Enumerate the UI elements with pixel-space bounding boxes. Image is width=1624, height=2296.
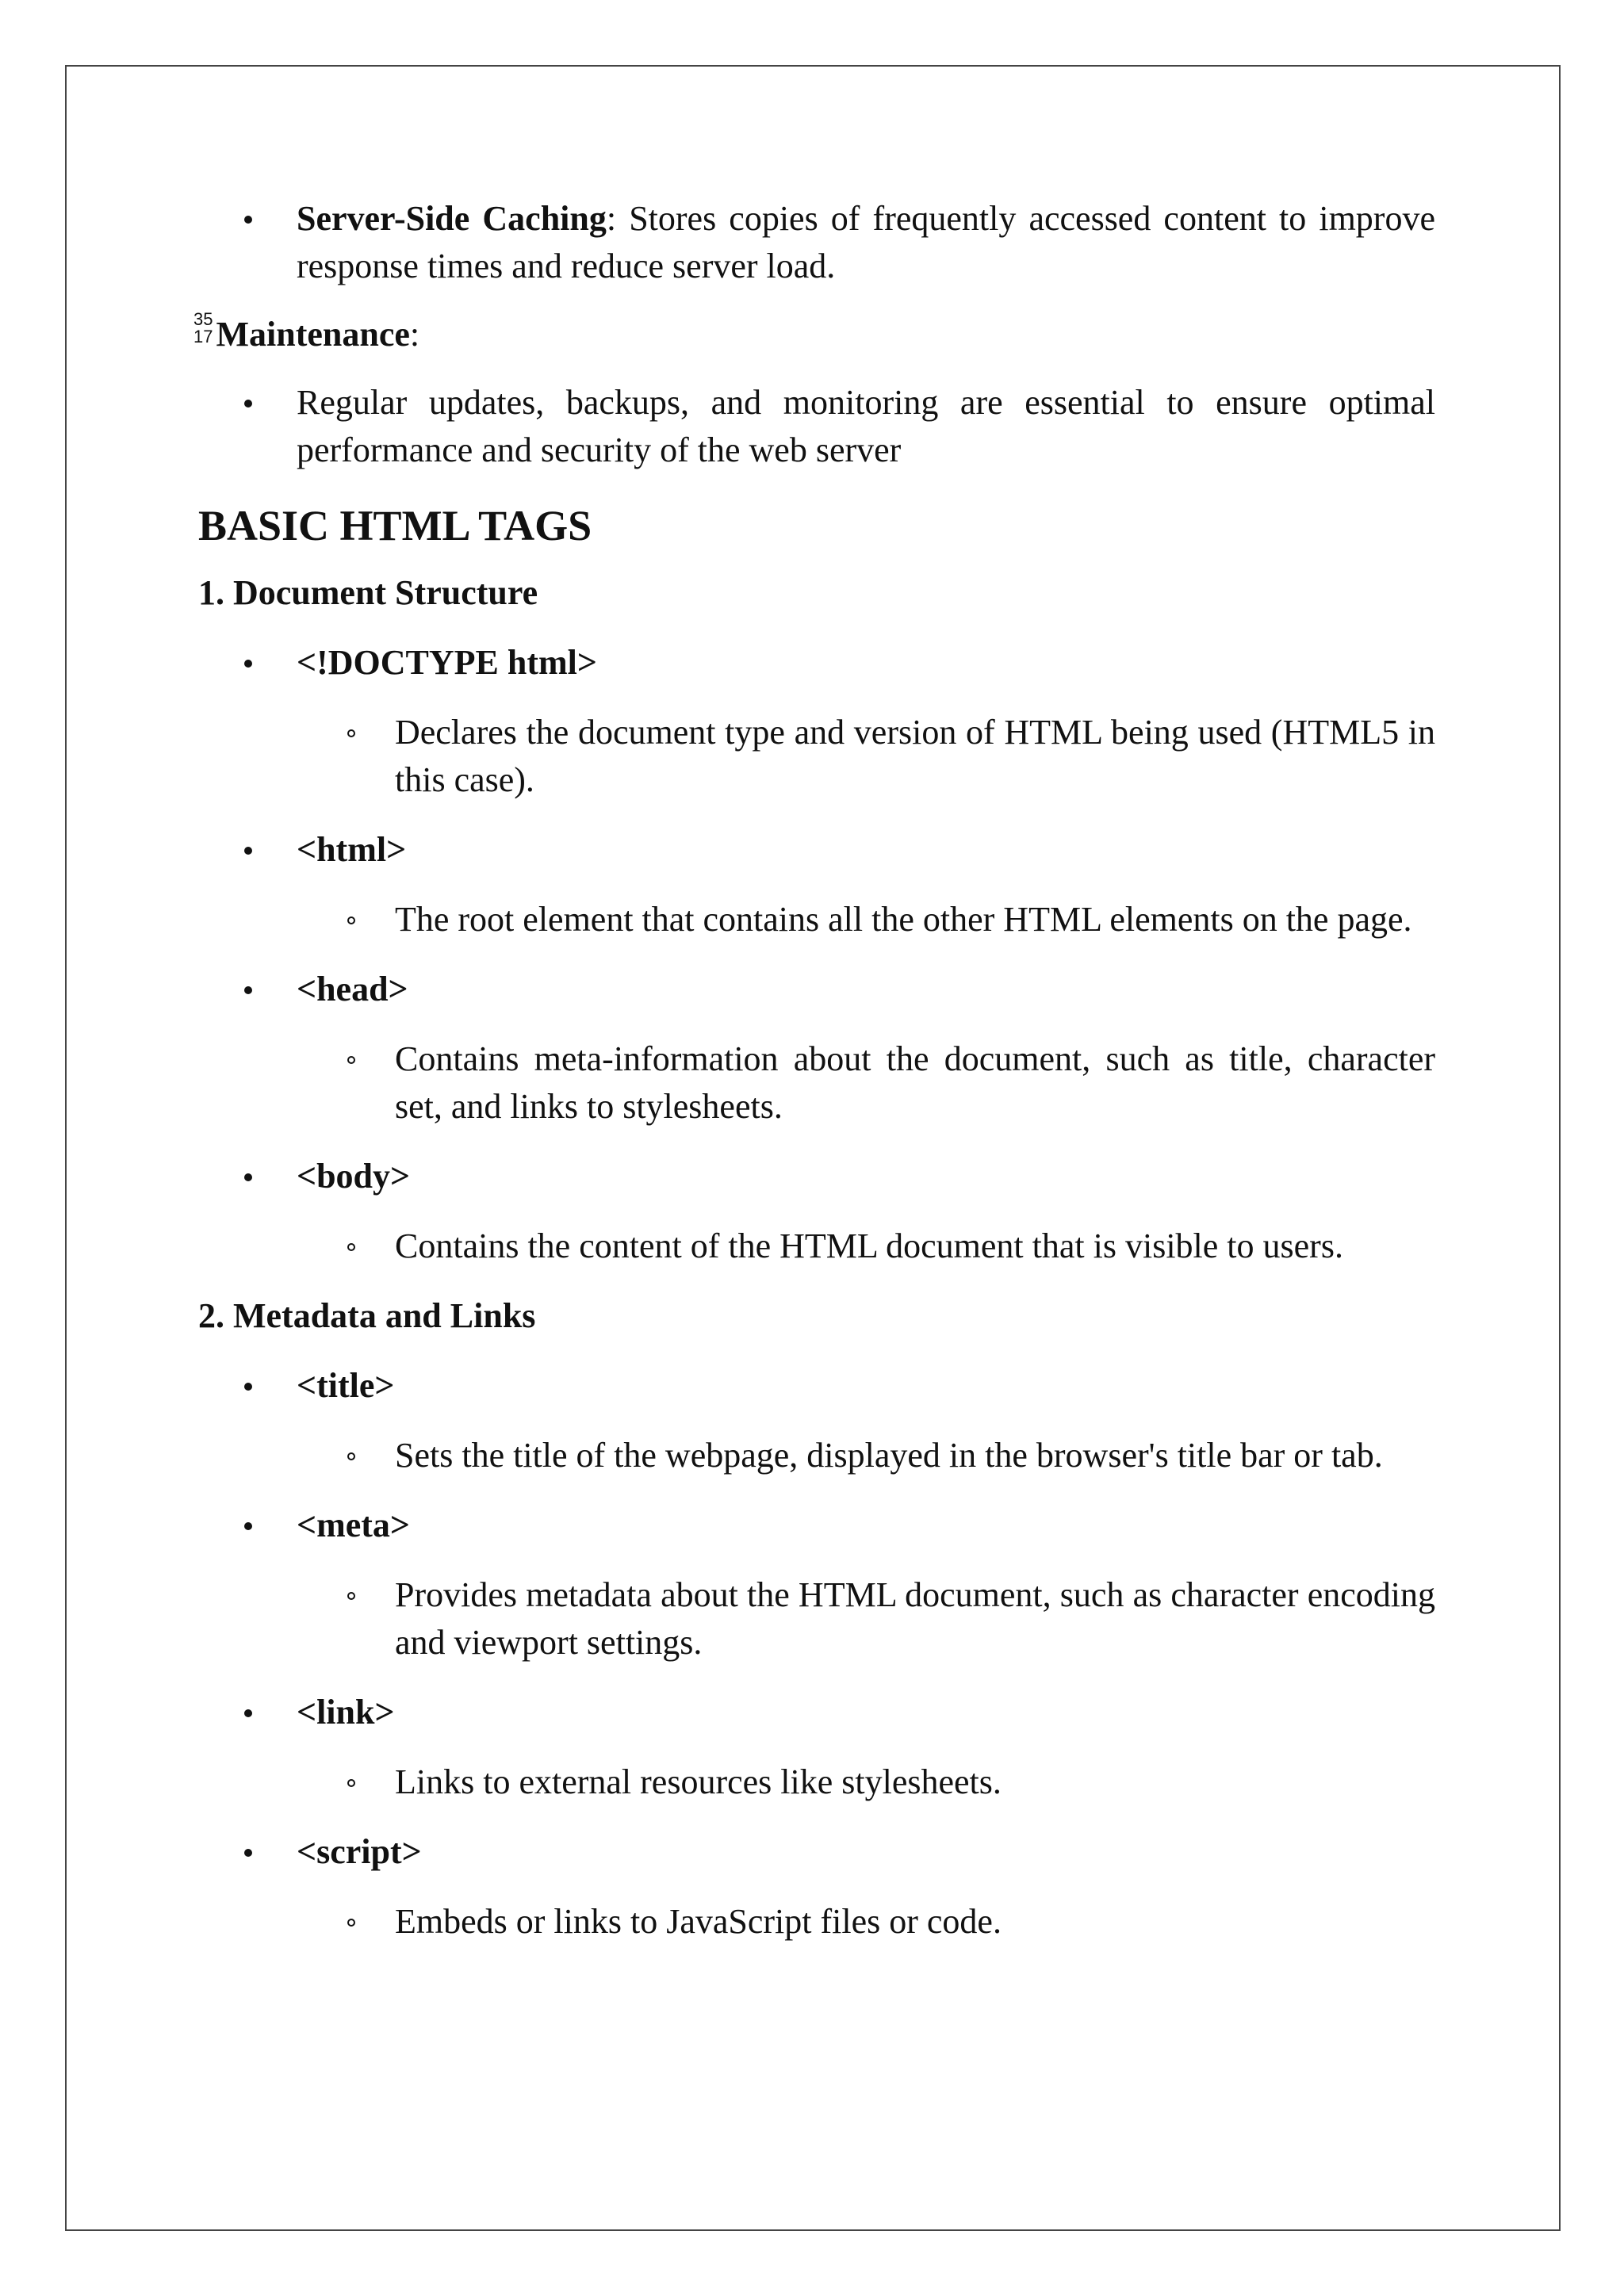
tag-desc-head (198, 1035, 1435, 1131)
badge-top: 35 (193, 309, 213, 329)
tag-label: <head> (297, 970, 408, 1008)
maintenance-label: Maintenance (216, 315, 410, 354)
tag-item-link (198, 1689, 1435, 1736)
document-content (193, 195, 1435, 1946)
tag-item-script (198, 1828, 1435, 1876)
tag-item-title (198, 1362, 1435, 1410)
tag-description: Links to external resources like stylesheets. (395, 1762, 1002, 1801)
circle-bullet-icon (347, 729, 355, 737)
bullet-dot-icon (244, 1173, 252, 1181)
tag-desc-script (198, 1898, 1435, 1946)
tag-item-body (198, 1153, 1435, 1200)
bullet-dot-icon (244, 1383, 252, 1391)
circle-bullet-icon (347, 916, 355, 924)
circle-bullet-icon (347, 1779, 355, 1787)
bullet-dot-icon (244, 400, 252, 408)
circle-bullet-icon (347, 1592, 355, 1600)
bullet-dot-icon (244, 660, 252, 668)
bullet-dot-icon (244, 1849, 252, 1857)
tag-description: Embeds or links to JavaScript files or code. (395, 1902, 1002, 1941)
maintenance-colon: : (409, 315, 420, 354)
maintenance-heading (193, 311, 1435, 358)
bullet-dot-icon (244, 986, 252, 994)
circle-bullet-icon (347, 1452, 355, 1460)
tag-label: <html> (297, 830, 407, 869)
element-badge (193, 311, 213, 346)
tag-description: Declares the document type and version of HTML being used (HTML5 in this case). (395, 713, 1435, 799)
caching-text: : Stores copies of frequently accessed content to improve response times and reduce server load. (297, 199, 1435, 285)
badge-bottom: 17 (193, 327, 213, 346)
page-title: BASIC HTML TAGS (198, 502, 592, 549)
tag-label: <body> (297, 1157, 411, 1196)
tag-desc-body (198, 1223, 1435, 1270)
circle-bullet-icon (347, 1056, 355, 1064)
tag-description: Provides metadata about the HTML document, such as character encoding and viewport settings. (395, 1575, 1435, 1662)
maintenance-bullet (198, 379, 1435, 474)
caching-label: Server-Side Caching (297, 199, 607, 238)
circle-bullet-icon (347, 1919, 355, 1927)
tag-desc-title (198, 1432, 1435, 1479)
bullet-dot-icon (244, 216, 252, 224)
tag-desc-meta (198, 1571, 1435, 1667)
circle-bullet-icon (347, 1243, 355, 1251)
tag-description: Contains the content of the HTML document that is visible to users. (395, 1226, 1343, 1265)
tag-description: Sets the title of the webpage, displayed in the browser's title bar or tab. (395, 1436, 1383, 1475)
section-heading-metadata-links: 2. Metadata and Links (198, 1296, 536, 1335)
tag-item-doctype (198, 639, 1435, 687)
section-heading-document-structure: 1. Document Structure (198, 573, 538, 612)
tag-description: The root element that contains all the other HTML elements on the page. (395, 900, 1412, 939)
maintenance-bullet-text: Regular updates, backups, and monitoring are essential to ensure optimal performance and security of the web server (297, 383, 1435, 469)
bullet-dot-icon (244, 1522, 252, 1530)
caching-bullet (198, 195, 1435, 290)
tag-item-head (198, 966, 1435, 1013)
tag-desc-link (198, 1758, 1435, 1806)
tag-item-html (198, 826, 1435, 874)
bullet-dot-icon (244, 1709, 252, 1717)
tag-label: <script> (297, 1832, 422, 1871)
tag-label: <meta> (297, 1506, 410, 1544)
tag-label: <link> (297, 1693, 395, 1732)
bullet-dot-icon (244, 847, 252, 855)
tag-label: <!DOCTYPE html> (297, 643, 597, 682)
tag-item-meta (198, 1502, 1435, 1549)
tag-label: <title> (297, 1366, 395, 1405)
tag-description: Contains meta-information about the document, such as title, character set, and links to stylesheets. (395, 1039, 1435, 1126)
tag-desc-doctype (198, 709, 1435, 804)
tag-desc-html (198, 896, 1435, 943)
